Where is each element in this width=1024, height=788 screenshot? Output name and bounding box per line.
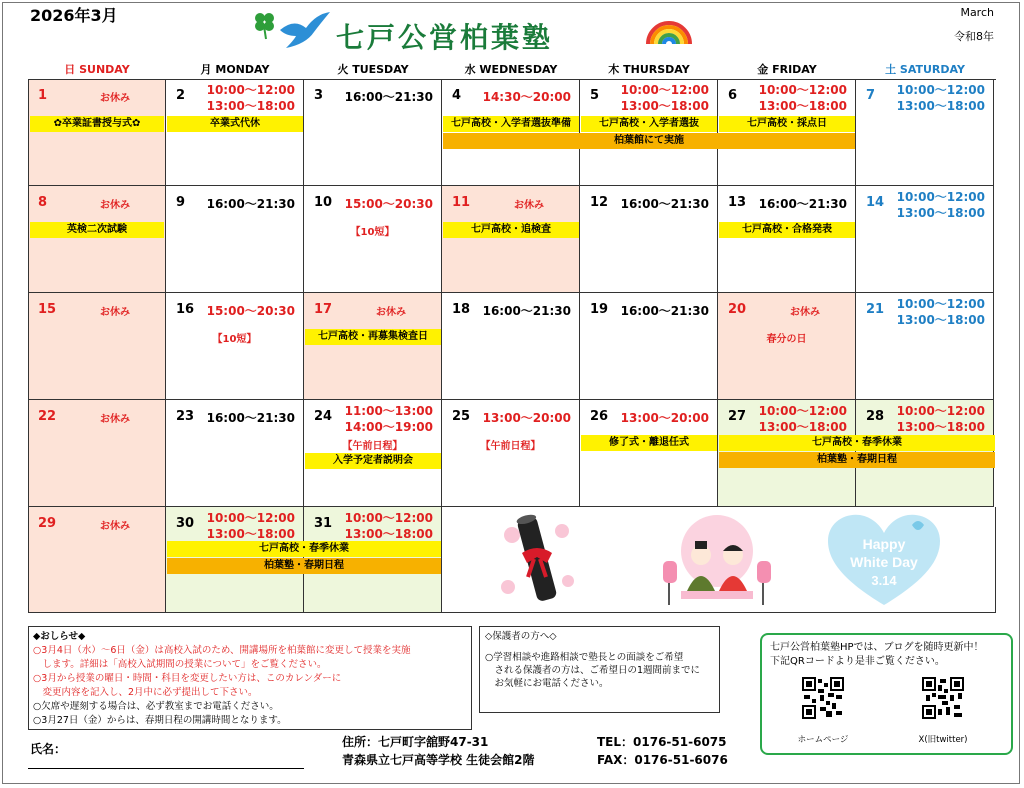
class-hours: 10:00～12:00 13:00～18:00 (206, 511, 295, 541)
event-spring-break-2: 七戸高校・春季休業 (167, 541, 441, 557)
event-eiken: 英検二次試験 (30, 222, 164, 238)
address-line-2: 青森県立七戸高等学校 生徒会館2階 (342, 753, 535, 767)
notice-line-5: ○欠席や遅刻する場合は、必ず教室までお電話ください。 (33, 701, 279, 712)
day-number: 19 (590, 302, 609, 317)
closed-label: お休み (790, 307, 820, 318)
calendar-day-2 (166, 79, 304, 186)
parents-line-1: ○学習相談や進路相談で塾長との面談をご希望 (485, 652, 684, 663)
parents-line-3: お気軽にお電話ください。 (485, 678, 609, 689)
event-re-exam: 七戸高校・再募集検査日 (305, 329, 441, 345)
white-day-heart-icon (824, 511, 944, 609)
closed-label: お休み (100, 521, 130, 532)
notice-title: ◆おしらせ◆ (33, 631, 86, 642)
calendar-day-8 (28, 186, 166, 293)
rainbow-icon (644, 16, 694, 46)
calendar-day-3 (304, 79, 442, 186)
day-number: 3 (314, 88, 324, 103)
white-day-line2: White Day (850, 554, 918, 570)
white-day-line3: 3.14 (871, 573, 897, 588)
calendar-day-10 (304, 186, 442, 293)
parents-line-2: される保護者の方は、ご希望日の1週間前までに (485, 665, 701, 676)
class-hours: 16:00～21:30 (482, 304, 571, 318)
calendar-day-26 (580, 400, 718, 507)
parents-notice-box (479, 626, 720, 713)
day-number: 15 (38, 302, 57, 317)
weekday-friday: 金 FRIDAY (757, 63, 817, 76)
event-orientation: 入学予定者説明会 (305, 453, 441, 469)
class-hours: 16:00～21:30 (344, 90, 433, 104)
day-number: 9 (176, 195, 186, 210)
day-number: 26 (590, 409, 609, 424)
twitter-qr-code[interactable] (922, 677, 964, 719)
calendar-day-22 (28, 400, 166, 507)
class-hours: 10:00～12:00 13:00～18:00 (896, 83, 985, 113)
event-follow-exam: 七戸高校・追検査 (443, 222, 579, 238)
class-hours: 10:00～12:00 13:00～18:00 (620, 83, 709, 113)
contact-block (597, 733, 728, 769)
notice-box (28, 626, 472, 730)
event-entrance-prep: 七戸高校・入学者選抜準備 (443, 116, 579, 132)
event-grading: 七戸高校・採点日 (719, 116, 855, 132)
calendar-day-14 (856, 186, 994, 293)
class-hours: 14:30～20:00 (482, 90, 571, 104)
day-note: 【10短】 (350, 227, 395, 238)
era-year: 令和8年 (954, 30, 994, 43)
day-number: 2 (176, 88, 186, 103)
class-hours: 16:00～21:30 (758, 197, 847, 211)
day-number: 8 (38, 195, 48, 210)
day-number: 7 (866, 88, 876, 103)
class-hours: 10:00～12:00 13:00～18:00 (896, 190, 985, 220)
calendar-day-12 (580, 186, 718, 293)
notice-line-6: ○3月27日（金）からは、春期日程の開講時間となります。 (33, 715, 287, 726)
day-number: 17 (314, 302, 333, 317)
bird-icon (276, 10, 332, 50)
telephone: TEL：0176-51-6075 (597, 735, 727, 749)
event-spring-schedule: 柏葉塾・春期日程 (719, 452, 995, 468)
homepage-qr-label: ホームページ (797, 735, 849, 745)
calendar-day-9 (166, 186, 304, 293)
address-line-1: 住所：七戸町字舘野47-31 (342, 735, 489, 749)
day-number: 11 (452, 195, 471, 210)
notice-line-3: ○3月から授業の曜日・時間・科目を変更したい方は、このカレンダーに (33, 673, 342, 684)
closed-label: お休み (100, 93, 130, 104)
day-number: 16 (176, 302, 195, 317)
day-note: 【午前日程】 (480, 441, 541, 452)
class-hours: 15:00～20:30 (344, 197, 433, 211)
day-number: 23 (176, 409, 195, 424)
class-hours: 16:00～21:30 (620, 197, 709, 211)
event-graduation: ✿卒業証書授与式✿ (30, 116, 164, 132)
day-number: 22 (38, 409, 57, 424)
hp-line-1: 七戸公営柏葉塾HPでは、ブログを随時更新中！ (770, 642, 984, 653)
event-entrance-exam: 七戸高校・入学者選抜 (581, 116, 717, 132)
day-number: 30 (176, 516, 195, 531)
title-banner (252, 6, 702, 56)
day-number: 5 (590, 88, 600, 103)
illustration-area (442, 507, 996, 613)
day-number: 10 (314, 195, 333, 210)
calendar-day-13 (718, 186, 856, 293)
calendar-day-16 (166, 293, 304, 400)
weekday-saturday: 土 SATURDAY (885, 63, 965, 76)
class-hours: 10:00～12:00 13:00～18:00 (896, 297, 985, 327)
closed-label: お休み (100, 414, 130, 425)
closed-label: お休み (376, 307, 406, 318)
day-number: 1 (38, 88, 48, 103)
hp-line-2: 下記QRコードより是非ご覧ください。 (770, 656, 945, 667)
closed-label: お休み (514, 200, 544, 211)
day-number: 12 (590, 195, 609, 210)
calendar-day-15 (28, 293, 166, 400)
weekday-wednesday: 水 WEDNESDAY (464, 63, 558, 76)
day-number: 25 (452, 409, 471, 424)
weekday-thursday: 木 THURSDAY (608, 63, 690, 76)
twitter-qr-label: X(旧twitter) (918, 735, 968, 745)
calendar-day-17 (304, 293, 442, 400)
event-results: 七戸高校・合格発表 (719, 222, 855, 238)
hina-dolls-icon (657, 511, 777, 609)
parents-title: ◇保護者の方へ◇ (485, 631, 557, 642)
notice-line-2: します。詳細は「高校入試期間の授業について」をご覧ください。 (33, 659, 327, 670)
day-number: 18 (452, 302, 471, 317)
closed-label: お休み (100, 307, 130, 318)
calendar-day-20 (718, 293, 856, 400)
calendar-day-1 (28, 79, 166, 186)
class-hours: 16:00～21:30 (206, 197, 295, 211)
calendar-day-29 (28, 507, 166, 613)
clover-icon (252, 10, 278, 40)
weekday-header-row (28, 61, 996, 79)
address-block (342, 733, 535, 769)
name-label: 氏名： (30, 742, 67, 756)
day-number: 14 (866, 195, 885, 210)
event-graduation-substitute: 卒業式代休 (167, 116, 303, 132)
calendar-day-19 (580, 293, 718, 400)
day-number: 29 (38, 516, 57, 531)
homepage-qr-code[interactable] (802, 677, 844, 719)
day-number: 28 (866, 409, 885, 424)
day-number: 27 (728, 409, 747, 424)
fax: FAX：0176-51-6076 (597, 753, 728, 767)
white-day-line1: Happy (862, 536, 906, 552)
class-hours: 13:00～20:00 (482, 411, 571, 425)
class-hours: 10:00～12:00 13:00～18:00 (206, 83, 295, 113)
class-hours: 10:00～12:00 13:00～18:00 (758, 83, 847, 113)
day-number: 20 (728, 302, 747, 317)
class-hours: 16:00～21:30 (620, 304, 709, 318)
day-number: 4 (452, 88, 462, 103)
diploma-scroll-icon (492, 511, 582, 607)
calendar-day-18 (442, 293, 580, 400)
day-number: 21 (866, 302, 885, 317)
homepage-info-box (760, 633, 1013, 755)
event-spring-break: 七戸高校・春季休業 (719, 435, 995, 451)
class-hours: 11:00～13:00 14:00～19:00 (344, 404, 433, 434)
calendar-day-23 (166, 400, 304, 507)
class-hours: 10:00～12:00 13:00～18:00 (896, 404, 985, 434)
class-hours: 10:00～12:00 13:00～18:00 (344, 511, 433, 541)
day-number: 24 (314, 409, 333, 424)
calendar-grid (28, 79, 997, 613)
weekday-monday: 月 MONDAY (200, 63, 270, 76)
calendar-day-7 (856, 79, 994, 186)
calendar-day-21 (856, 293, 994, 400)
class-hours: 13:00～20:00 (620, 411, 709, 425)
month-english: March (960, 6, 994, 19)
notice-line-1: ○3月4日（水）～6日（金）は高校入試のため、開講場所を柏葉館に変更して授業を実施 (33, 645, 411, 656)
event-closing-ceremony: 修了式・離退任式 (581, 435, 717, 451)
closed-label: お休み (100, 200, 130, 211)
day-number: 6 (728, 88, 738, 103)
calendar-day-25 (442, 400, 580, 507)
holiday-name: 春分の日 (766, 334, 807, 345)
year-month-title: 2026年3月 (30, 6, 118, 25)
weekday-sunday: 日 SUNDAY (64, 63, 130, 76)
name-line (28, 768, 304, 769)
class-hours: 16:00～21:30 (206, 411, 295, 425)
day-note: 【10短】 (212, 334, 257, 345)
day-number: 13 (728, 195, 747, 210)
class-hours: 15:00～20:30 (206, 304, 295, 318)
day-number: 31 (314, 516, 333, 531)
day-note: 【午前日程】 (342, 441, 403, 452)
class-hours: 10:00～12:00 13:00～18:00 (758, 404, 847, 434)
weekday-tuesday: 火 TUESDAY (337, 63, 409, 76)
notice-line-4: 変更内容を記入し、2月中に必ず提出して下さい。 (33, 687, 258, 698)
event-venue: 柏葉館にて実施 (443, 133, 855, 149)
event-spring-schedule-2: 柏葉塾・春期日程 (167, 558, 441, 574)
calendar-day-11 (442, 186, 580, 293)
school-name: 七戸公営柏葉塾 (336, 21, 554, 54)
